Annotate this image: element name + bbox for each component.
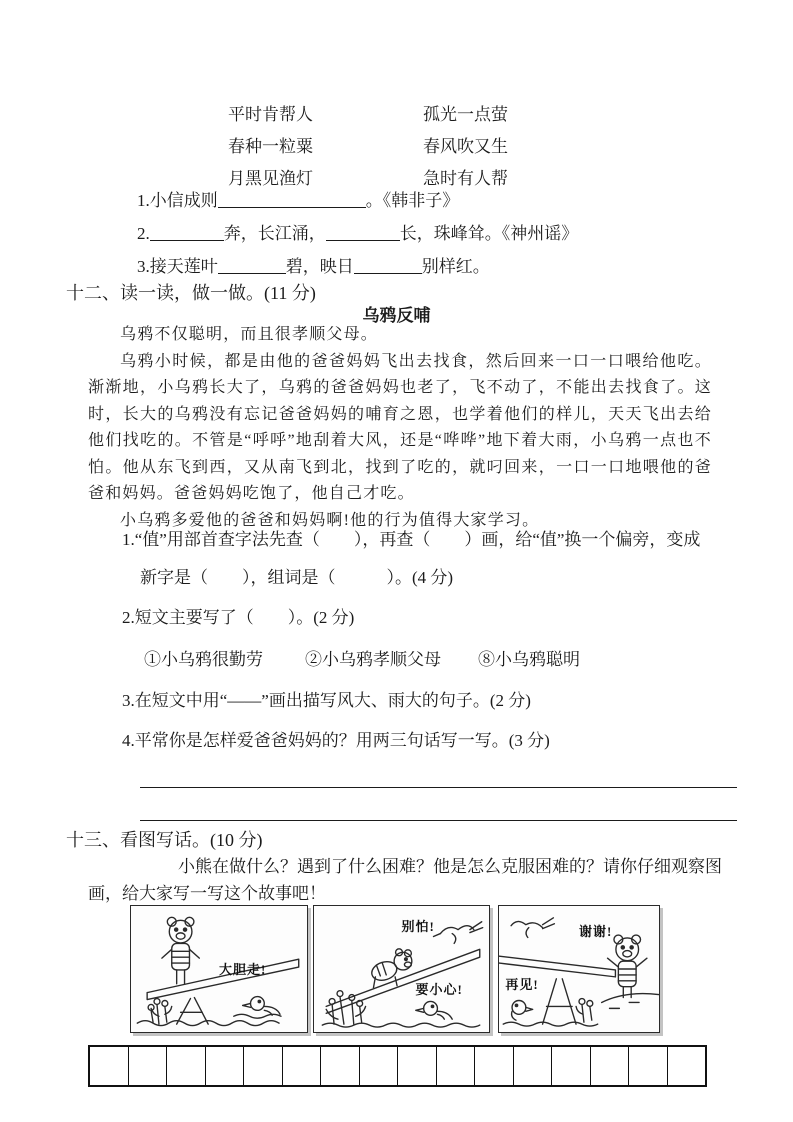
match-left-3: 月黑见渔灯 [228,169,313,188]
grid-cell[interactable] [552,1047,591,1085]
speech-bubble: 大胆走! [219,961,267,977]
grid-cell[interactable] [244,1047,283,1085]
grid-cell[interactable] [360,1047,399,1085]
recite-q1-suffix: 。《韩非子》 [365,191,460,210]
writing-grid [88,1045,707,1087]
story-panel-2 [313,905,490,1033]
recite-q2-suffix: 长，珠峰耸。《神州谣》 [399,224,579,243]
grid-cell[interactable] [514,1047,553,1085]
recite-q1 [137,186,459,211]
s12-question-1-line1: 1.“值”用部首查字法先查（ ），再查（ ）画，给“值”换一个偏旁，变成 [122,530,701,549]
recite-q3-blank2[interactable] [354,258,422,274]
match-left-2: 春种一粒粟 [228,137,313,156]
speech-bubble: 要小心! [415,982,463,998]
s12-question-2: 2.短文主要写了（ ）。(2 分) [122,608,355,627]
s12-q2-option-2: ②小乌鸦孝顺父母 [305,650,441,669]
speech-bubble: 再见! [505,977,539,993]
recite-q3-prefix: 3.接天莲叶 [137,257,218,276]
s12-question-1-line2: 新字是（ ），组词是（ ）。(4 分) [140,568,454,587]
passage-body [88,322,712,534]
match-right-1: 孤光一点萤 [423,105,508,124]
grid-cell[interactable] [90,1047,129,1085]
section13-header: 十三、看图写话。(10 分) [66,830,263,850]
s12-q2-option-1: ①小乌鸦很勤劳 [144,650,263,669]
match-left-1: 平时肯帮人 [228,105,313,124]
section12-header: 十二、读一读，做一做。(11 分) [66,283,316,303]
passage-paragraph-1: 乌鸦不仅聪明，而且很孝顺父母。 [120,326,379,343]
grid-cell[interactable] [321,1047,360,1085]
answer-line-1[interactable] [140,787,737,788]
grid-cell[interactable] [629,1047,668,1085]
recite-q1-prefix: 1.小信成则 [137,191,218,210]
match-right-3: 急时有人帮 [423,169,508,188]
recite-q3 [137,252,490,277]
s13-prompt-line1: 小熊在做什么？遇到了什么困难？他是怎么克服困难的？请你仔细观察图 [178,857,722,876]
grid-cell[interactable] [437,1047,476,1085]
recite-q2-blank1[interactable] [150,225,224,241]
s12-q2-option-3: ⑧小乌鸦聪明 [478,650,580,669]
speech-bubble: 谢谢! [579,924,613,940]
story-panel-1 [130,905,308,1033]
grid-cell[interactable] [206,1047,245,1085]
recite-q3-mid: 碧，映日 [285,257,354,276]
recite-q2-mid: 奔，长江涌， [223,224,326,243]
match-right-2: 春风吹又生 [423,137,508,156]
grid-cell[interactable] [591,1047,630,1085]
speech-bubble: 别怕! [401,919,435,935]
passage-title: 乌鸦反哺 [362,306,431,325]
recite-q2-blank2[interactable] [326,225,400,241]
grid-cell[interactable] [129,1047,168,1085]
s13-prompt-line2: 画，给大家写一写这个故事吧！ [88,884,326,903]
grid-cell[interactable] [167,1047,206,1085]
recite-q2-number: 2. [137,224,150,243]
passage-paragraph-3: 小乌鸦多爱他的爸爸和妈妈啊!他的行为值得大家学习。 [120,511,540,529]
recite-q3-blank1[interactable] [218,258,286,274]
passage-paragraph-2: 乌鸦小时候，都是由他的爸爸妈妈飞出去找食，然后回来一口一口喂给他吃。渐渐地，小乌鸦长大了，乌鸦的爸爸妈妈也老了，飞不动了，不能出去找食了。这时，长大的乌鸦没有忘记爸爸妈妈的哺育之恩，也学着他们的样儿，天天飞出去给他们找吃的。不管是“呼呼”地刮着大风，还是“哗哗”地下着大雨，小乌鸦一点也不怕。他从东飞到西，又从南飞到北，找到了吃的，就叼回来，一口一口地喂他的爸爸和妈妈。爸爸妈妈吃饱了，他自己才吃。 [88,352,712,502]
s12-question-3: 3.在短文中用“——”画出描写风大、雨大的句子。(2 分) [122,691,531,710]
recite-q3-suffix: 别样红。 [421,257,490,276]
recite-q2 [137,219,578,244]
s12-question-4: 4.平常你是怎样爱爸爸妈妈的？用两三句话写一写。(3 分) [122,731,550,750]
grid-cell[interactable] [668,1047,706,1085]
grid-cell[interactable] [283,1047,322,1085]
answer-line-2[interactable] [140,820,737,821]
story-panel-3 [498,905,660,1033]
recite-q1-blank[interactable] [218,192,366,208]
grid-cell[interactable] [398,1047,437,1085]
grid-cell[interactable] [475,1047,514,1085]
